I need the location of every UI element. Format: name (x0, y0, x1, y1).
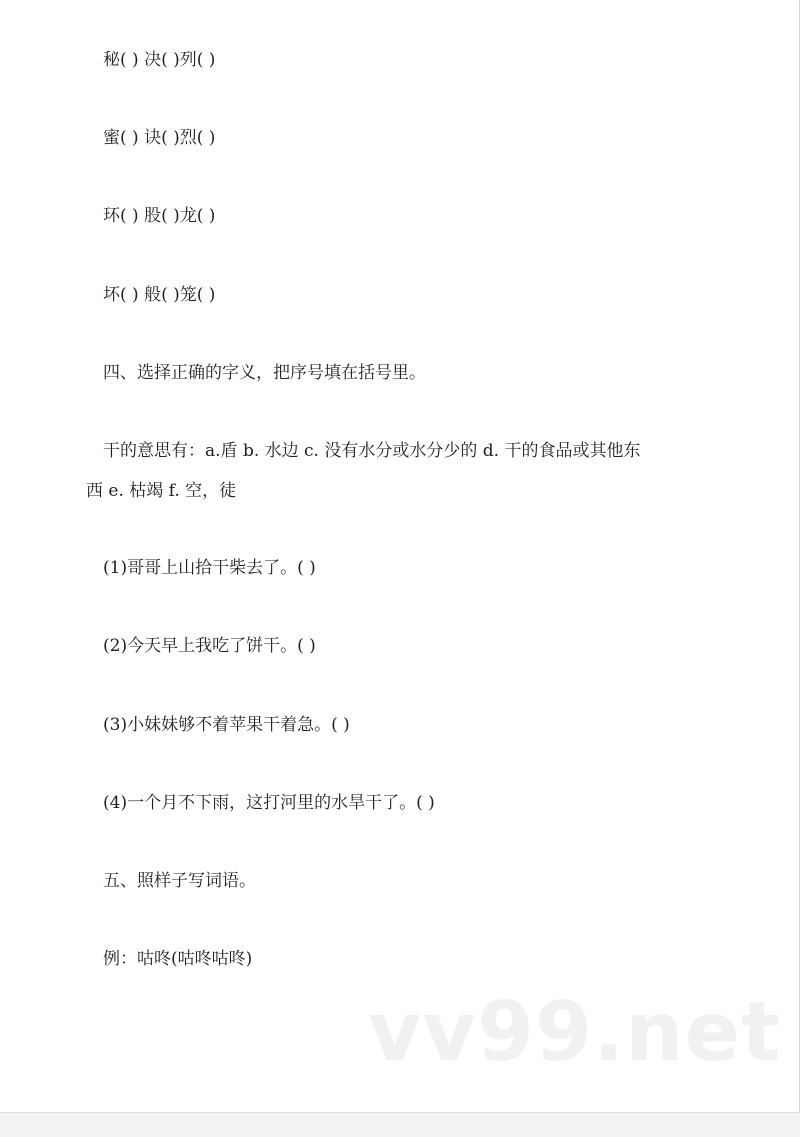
char-group-line: 坏( ) 般( )笼( ) (103, 285, 216, 305)
char-group-line: 蜜( ) 诀( )烈( ) (103, 128, 216, 148)
char-group-line: 秘( ) 决( )列( ) (103, 50, 216, 70)
question-line: (1)哥哥上山拾干柴去了。( ) (103, 558, 316, 578)
char-group-line: 环( ) 股( )龙( ) (103, 206, 216, 226)
section-4-heading: 四、选择正确的字义，把序号填在括号里。 (103, 363, 426, 383)
question-line: (4)一个月不下雨，这打河里的水旱干了。( ) (103, 793, 435, 813)
question-line: (3)小妹妹够不着苹果干着急。( ) (103, 715, 350, 735)
meanings-text: 干的意思有：a.盾 b. 水边 c. 没有水分或水分少的 d. 干的食品或其他东 (103, 441, 641, 461)
question-line: (2)今天早上我吃了饼干。( ) (103, 636, 316, 656)
section-5-heading: 五、照样子写词语。 (103, 871, 256, 891)
page-bottom-bar (0, 1112, 800, 1137)
watermark: vv99.net (368, 985, 782, 1080)
meanings-text-continued: 西 e. 枯竭 f. 空，徒 (86, 481, 237, 501)
example-line: 例：咕咚(咕咚咕咚) (103, 949, 253, 969)
